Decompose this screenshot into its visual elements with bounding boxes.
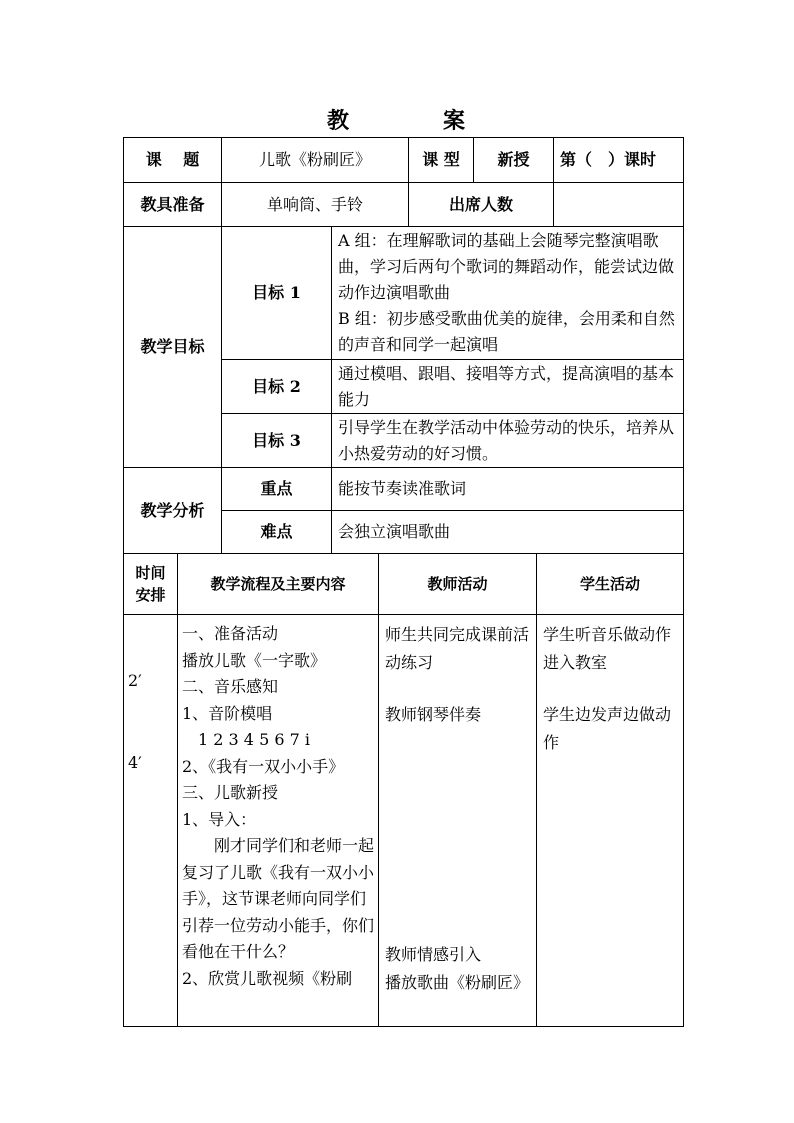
title-right: 案 xyxy=(443,108,468,134)
process-content: 一、准备活动 播放儿歌《一字歌》 二、音乐感知 1、音阶模唱 1 2 3 4 5 6 7 i 2、《我有一双小小手》 三、儿歌新授 1、导入： 刚才同学们和老师一起复习了儿歌《我有一双小小手》，这节课老师向同学们引荐一位劳动小能手，你们看他在干什么？ 2、欣赏儿歌视频《粉刷 xyxy=(178,615,379,1027)
type-label: 课 型 xyxy=(409,138,474,183)
goals-label: 教学目标 xyxy=(124,227,222,468)
time-mark-1: 2′ xyxy=(128,671,142,690)
goal-2-text: 通过模唱、跟唱、接唱等方式，提高演唱的基本能力 xyxy=(332,360,684,414)
period-label: 第（ ）课时 xyxy=(554,138,684,183)
goal-2-name: 目标 2 xyxy=(222,360,332,414)
time-header: 时间 安排 xyxy=(124,554,178,615)
key-point-value: 能按节奏读准歌词 xyxy=(332,468,684,511)
time-cell xyxy=(124,615,178,1027)
lesson-info-table xyxy=(123,137,684,554)
type-value: 新授 xyxy=(474,138,554,183)
content-header: 教学流程及主要内容 xyxy=(178,554,379,615)
goal-3-text: 引导学生在教学活动中体验劳动的快乐，培养从小热爱劳动的好习惯。 xyxy=(332,414,684,468)
page-title xyxy=(0,104,794,135)
difficult-point-value: 会独立演唱歌曲 xyxy=(332,511,684,554)
student-activity-2: 学生边发声边做动作 xyxy=(543,705,672,752)
teacher-activity-3: 教师情感引入 播放歌曲《粉刷匠》 xyxy=(385,945,530,992)
teacher-activity-1: 师生共同完成课前活动练习 xyxy=(385,625,530,672)
topic-value: 儿歌《粉刷匠》 xyxy=(222,138,409,183)
difficult-point-label: 难点 xyxy=(222,511,332,554)
student-activity-cell xyxy=(537,615,684,1027)
teaching-process-table xyxy=(123,553,684,1027)
teacher-activity-cell xyxy=(379,615,537,1027)
goal-1-text: A 组：在理解歌词的基础上会随琴完整演唱歌曲，学习后两句个歌词的舞蹈动作，能尝试边做动作边演唱歌曲 B 组：初步感受歌曲优美的旋律，会用柔和自然的声音和同学一起演唱 xyxy=(332,227,684,360)
teacher-activity-2: 教师钢琴伴奏 xyxy=(385,705,482,724)
teacher-header: 教师活动 xyxy=(379,554,537,615)
attendance-value xyxy=(554,183,684,227)
goal-1-name: 目标 1 xyxy=(222,227,332,360)
topic-label: 课 题 xyxy=(124,138,222,183)
student-activity-1: 学生听音乐做动作进入教室 xyxy=(543,625,672,672)
tools-label: 教具准备 xyxy=(124,183,222,227)
time-mark-2: 4′ xyxy=(128,753,142,772)
analysis-label: 教学分析 xyxy=(124,468,222,554)
tools-value: 单响筒、手铃 xyxy=(222,183,409,227)
student-header: 学生活动 xyxy=(537,554,684,615)
goal-3-name: 目标 3 xyxy=(222,414,332,468)
attendance-label: 出席人数 xyxy=(409,183,554,227)
key-point-label: 重点 xyxy=(222,468,332,511)
title-left: 教 xyxy=(326,108,351,134)
